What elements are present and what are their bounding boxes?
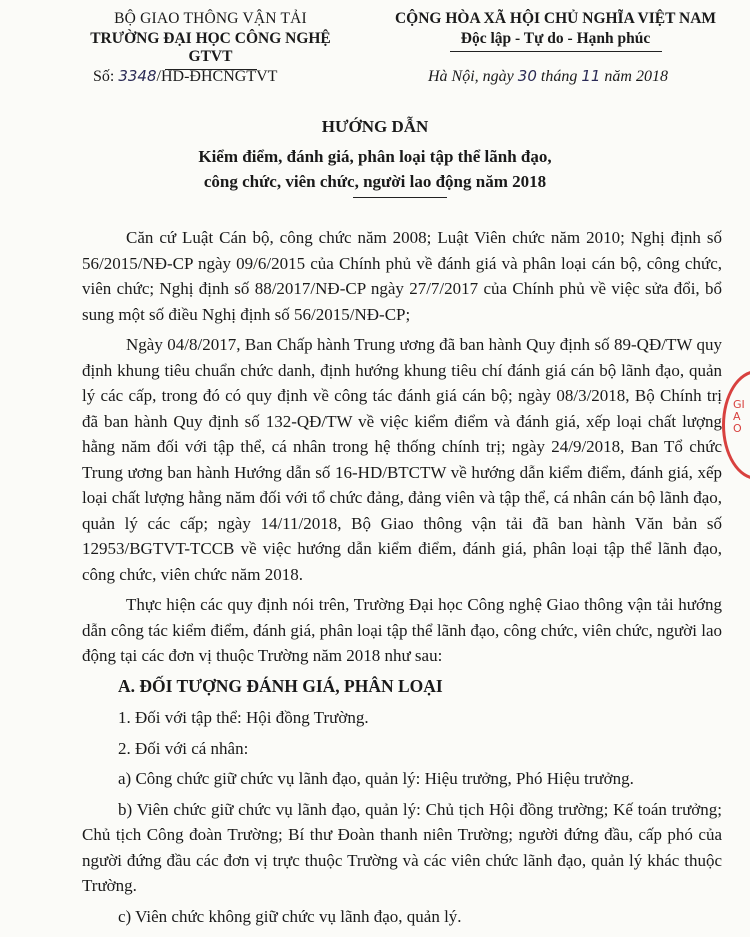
document-title-line1: Kiểm điểm, đánh giá, phân loại tập thể lãnh đạo, xyxy=(198,147,552,166)
list-item-a: a) Công chức giữ chức vụ lãnh đạo, quản lý: Hiệu trưởng, Phó Hiệu trưởng. xyxy=(118,769,634,788)
date-month-label: tháng xyxy=(536,68,582,85)
document-type-heading: HƯỚNG DẪN xyxy=(321,117,429,136)
paragraph-regulations: Ngày 04/8/2017, Ban Chấp hành Trung ương đã ban hành Quy định số 89-QĐ/TW quy định khung tiêu chuẩn chức danh, định hướng khung tiêu chí đánh giá cán bộ lãnh đạo, quản lý các cấp, trong đó có quy định về công tác đánh giá cán bộ; ngày 08/3/2018, Bộ Chính trị đã ban hành Quy định số 132-QĐ/TW về việc kiểm điểm và đánh giá, xếp loại chất lượng hằng năm đối với tập thể, cá nhân trong hệ thống chính trị; ngày 24/9/2018, Ban Tổ chức Trung ương ban hành Hướng dẫn số 16-HD/BTCTW về hướng dẫn kiểm điểm, đánh giá, xếp loại chất lượng hằng năm đối với tổ chức đảng, đảng viên và tập thể, cá nhân cán bộ lãnh đạo, quản lý các cấp; ngày 14/11/2018, Bộ Giao thông vận tải đã ban hành Văn bản số 12953/BGTVT-TCCB về việc hướng dẫn kiểm điểm, đánh giá, phân loại tập thể lãnh đạo, công chức, viên chức năm 2018. xyxy=(82,335,722,584)
list-item-b: b) Viên chức giữ chức vụ lãnh đạo, quản lý: Chủ tịch Hội đồng trường; Kế toán trưởng; Chủ tịch Công đoàn Trường; Bí thư Đoàn thanh niên Trường; người đứng đầu, cấp phó của người đứng đầu các đơn vị trực thuộc Trường và các viên chức lãnh đạo, quản lý khác thuộc Trường. xyxy=(82,799,722,895)
paragraph-implementation: Thực hiện các quy định nói trên, Trường Đại học Công nghệ Giao thông vận tải hướng dẫn công tác kiểm điểm, đánh giá, phân loại tập thể lãnh đạo, công chức, viên chức, người lao động tại các đơn vị thuộc Trường năm 2018 như sau: xyxy=(82,595,722,665)
title-underline xyxy=(353,197,447,198)
date-day: 30 xyxy=(517,67,537,85)
issuing-agency-block xyxy=(78,10,343,70)
paragraph-legal-basis: Căn cứ Luật Cán bộ, công chức năm 2008; Luật Viên chức năm 2010; Nghị định số 56/2015/NĐ-CP ngày 09/6/2015 của Chính phủ về đánh giá và phân loại cán bộ, công chức, viên chức; Nghị định số 88/2017/NĐ-CP ngày 27/7/2017 của Chính phủ về việc sửa đổi, bổ sung một số điều Nghị định số 56/2015/NĐ-CP; xyxy=(82,228,722,324)
country-name: CỘNG HÒA XÃ HỘI CHỦ NGHĨA VIỆT NAM xyxy=(394,10,717,27)
ministry-name: BỘ GIAO THÔNG VẬN TẢI xyxy=(114,10,307,27)
document-body xyxy=(82,225,722,934)
list-item-1: 1. Đối với tập thể: Hội đồng Trường. xyxy=(118,708,369,727)
doc-number-prefix: Số: xyxy=(93,68,119,85)
national-motto-block xyxy=(383,10,728,52)
document-title-line2: công chức, viên chức, người lao động năm 2018 xyxy=(203,172,547,191)
issue-date xyxy=(428,67,668,86)
motto-underline xyxy=(450,51,662,52)
date-place: Hà Nội, ngày xyxy=(428,68,518,85)
section-heading-a: A. ĐỐI TƯỢNG ĐÁNH GIÁ, PHÂN LOẠI xyxy=(118,675,443,696)
list-item-2: 2. Đối với cá nhân: xyxy=(118,738,249,758)
stamp-text: GIAO xyxy=(733,398,745,435)
university-name: TRƯỜNG ĐẠI HỌC CÔNG NGHỆ GTVT xyxy=(90,30,331,65)
list-item-c: c) Viên chức không giữ chức vụ lãnh đạo, quản lý. xyxy=(118,906,462,926)
red-seal-stamp xyxy=(722,370,750,480)
doc-number-suffix: /HD-ĐHCNGTVT xyxy=(156,68,278,85)
date-month: 11 xyxy=(581,67,601,85)
document-number xyxy=(93,67,277,86)
date-year: năm 2018 xyxy=(600,68,668,85)
motto: Độc lập - Tự do - Hạnh phúc xyxy=(460,30,651,47)
doc-number-handwritten: 3348 xyxy=(118,67,157,85)
